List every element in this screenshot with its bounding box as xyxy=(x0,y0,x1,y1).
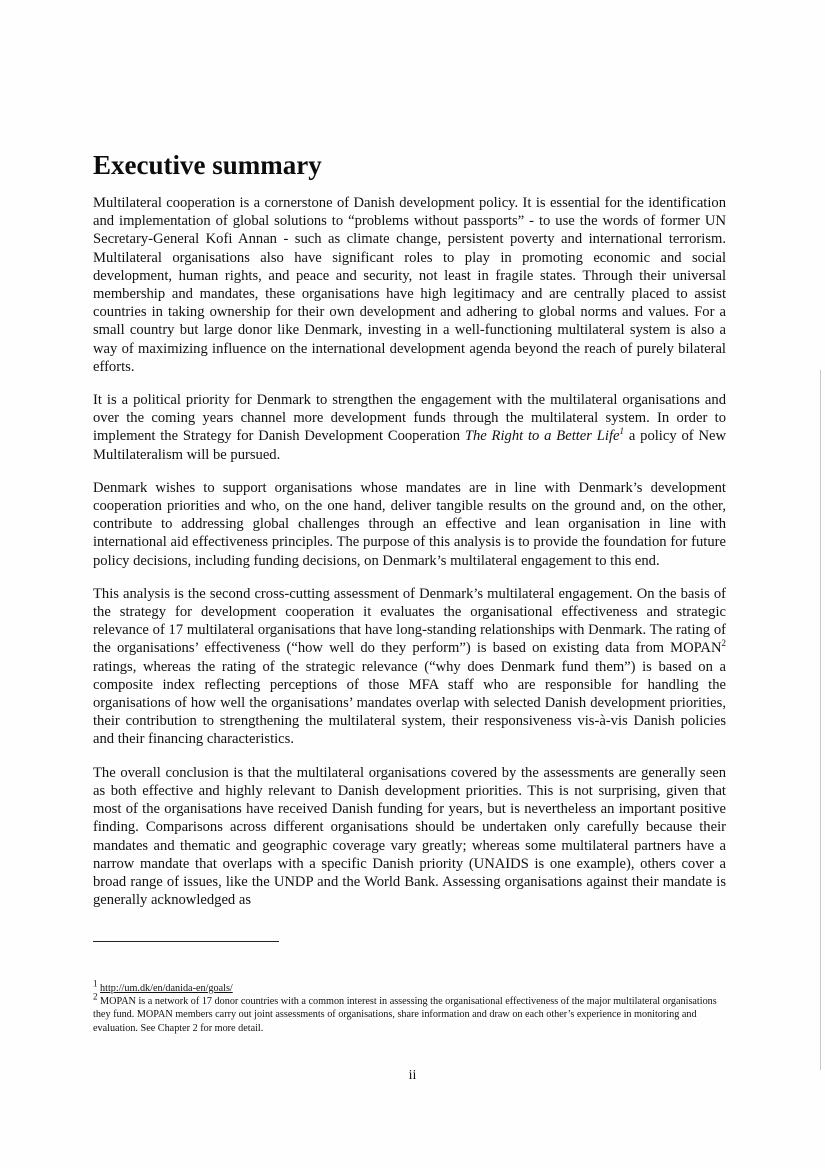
footnote-2-number: 2 xyxy=(93,991,98,1002)
footnotes xyxy=(93,978,733,1035)
paragraph-3: Denmark wishes to support organisations whose mandates are in line with Denmark’s development cooperation priorities and who, on the one hand, deliver tangible results on the ground and, on the other, contribute to addressing global challenges through an effective and lean organisation in line with international aid effectiveness principles. The purpose of this analysis is to provide the foundation for future policy decisions, including funding decisions, on Denmark’s multilateral engagement to this end. xyxy=(93,479,726,569)
paragraph-4-text-a: This analysis is the second cross-cutting assessment of Denmark’s multilateral engagement. On the basis of the strategy for development cooperation it evaluates the organisational effectiveness and strategic relevance of 17 multilateral organisations that have long-standing relationships with Denmark. The rating of the organisations’ effectiveness (“how well do they perform”) is based on existing data from MOPAN xyxy=(93,585,726,657)
paragraph-4-text-b: ratings, whereas the rating of the strategic relevance (“why does Denmark fund them”) is based on a composite index reflecting perceptions of those MFA staff who are responsible for handling the organisations of how well the organisations’ mandates overlap with selected Danish development priorities, their contribution to strengthening the multilateral system, their responsiveness vis-à-vis Danish policies and their financing characteristics. xyxy=(93,658,726,748)
paragraph-4 xyxy=(93,585,726,749)
page-number: ii xyxy=(408,1068,417,1083)
footnote-2 xyxy=(93,991,733,1035)
footnote-ref-2[interactable]: 2 xyxy=(721,638,726,649)
paragraph-2-text-a: It is a political priority for Denmark to strengthen the engagement with the multilateral organisations and over the coming years channel more development funds through the multilateral system. In order to implement the Strategy for Danish Development Cooperation xyxy=(93,392,726,445)
strategy-title xyxy=(465,428,624,444)
main-content xyxy=(93,148,726,924)
footnote-separator xyxy=(93,941,279,942)
strategy-title-text: The Right to a Better Life xyxy=(464,428,620,445)
paragraph-2 xyxy=(93,391,726,464)
paragraph-5: The overall conclusion is that the multilateral organisations covered by the assessments are generally seen as both effective and highly relevant to Danish development priorities. This is not surprising, given that most of the organisations have received Danish funding for years, but is nevertheless an important positive finding. Comparisons across different organisations should be undertaken only carefully because their mandates and thematic and geographic coverage vary greatly; whereas some multilateral partners have a narrow mandate that overlaps with a specific Danish priority (UNAIDS is one example), others cover a broad range of issues, like the UNDP and the World Bank. Assessing organisations against their mandate is generally acknowledged as xyxy=(93,764,726,909)
footnote-ref-1[interactable]: 1 xyxy=(619,426,625,437)
footnote-1-link[interactable]: http://um.dk/en/danida-en/goals/ xyxy=(100,983,233,994)
paragraph-1: Multilateral cooperation is a cornerstone of Danish development policy. It is essential for the identification and implementation of global solutions to “problems without passports” - to use the words of former UN Secretary-General Kofi Annan - such as climate change, persistent poverty and international terrorism. Multilateral organisations also have significant roles to play in promoting economic and social development, human rights, and peace and security, not least in fragile states. Through their universal membership and mandates, these organisations have high legitimacy and are centrally placed to assist countries in taking ownership for their own development and adhering to global norms and values. For a small country but large donor like Denmark, investing in a well-functioning multilateral system is also a way of maximizing influence on the international development agenda beyond the reach of purely bilateral efforts. xyxy=(93,195,726,375)
section-heading: Executive summary xyxy=(93,150,322,180)
footnote-1 xyxy=(93,978,733,995)
footnote-2-text: MOPAN is a network of 17 donor countries with a common interest in assessing the organisational effectiveness of the major multilateral organisations they fund. MOPAN members carry out joint assessments of organisations, share information and draw on each other’s experience in monitoring and evaluation. See Chapter 2 for more detail. xyxy=(93,996,717,1034)
scan-edge-line xyxy=(820,370,821,1070)
footnote-1-number: 1 xyxy=(93,978,98,989)
paragraph-2-text-b: a policy of New Multilateralism will be pursued. xyxy=(93,428,727,463)
